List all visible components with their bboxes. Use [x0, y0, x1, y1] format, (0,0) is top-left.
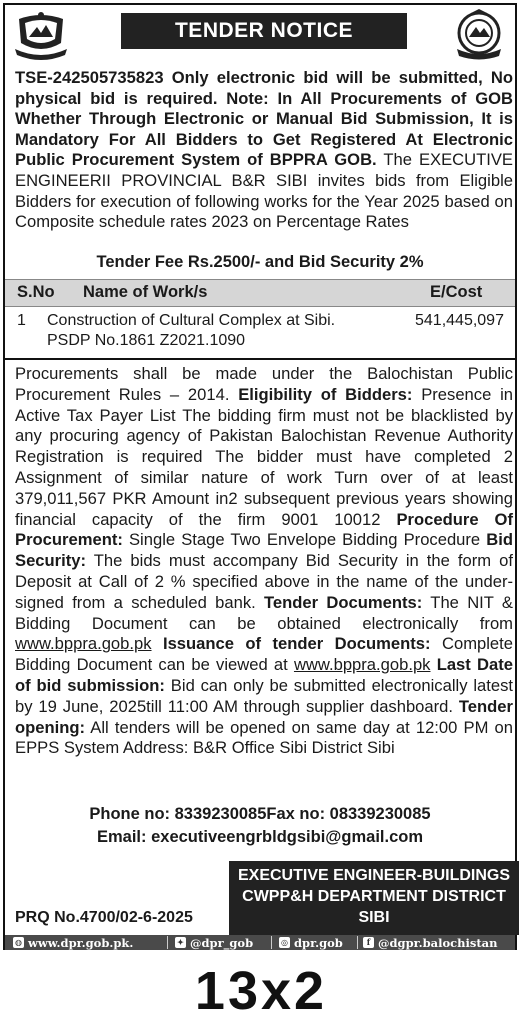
- footer-facebook[interactable]: [363, 935, 498, 950]
- footer-website[interactable]: [13, 935, 133, 950]
- issuance-text: Complete Bidding Document can be viewed at: [15, 634, 513, 675]
- footer-instagram-text: dpr.gob: [294, 935, 343, 950]
- row-work-name-line1: Construction of Cultural Complex at Sibi.: [47, 312, 336, 329]
- procedure-label: Procedure Of Procurement:: [15, 509, 513, 550]
- facebook-icon: f: [363, 937, 374, 948]
- footer-website-text: www.dpr.gob.pk.: [28, 935, 134, 950]
- footer-social-bar: [5, 935, 515, 950]
- procurement-rules-text: Procurements shall be made under the Balochistan Public Procurement Rules – 2014.: [15, 364, 513, 404]
- bppra-link-2[interactable]: www.bppra.gob.pk: [293, 655, 431, 675]
- footer-separator: [357, 936, 358, 949]
- table-header: [5, 279, 515, 307]
- tender-opening-text: All tenders will be opened on same day at 12:00 PM on EPPS System Address: B&R Office Sibi District Sibi: [15, 717, 513, 758]
- footer-twitter[interactable]: [175, 935, 253, 950]
- last-date-label: Last Date of bid submission:: [15, 655, 513, 695]
- signature-line3: SIBI: [358, 909, 390, 926]
- tender-fee-line: Tender Fee Rs.2500/- and Bid Security 2%: [96, 253, 424, 271]
- column-header-sno: S.No: [17, 283, 55, 301]
- row-work-name-line2: PSDP No.1861 Z2021.1090: [47, 332, 246, 349]
- ad-size-label: 13x2: [194, 961, 328, 1021]
- eligibility-text: Presence in Active Tax Payer List The bidding firm must not be blacklisted by any procuring agency of Pakistan Balochistan Revenue Authority Registration is required The bidder must have completed 2 Assignment of similar nature of work Turn over of at least 379,011,567 PKR Amount in2 subsequent previous years showing financial capacity of the firm 9001 10012: [15, 384, 513, 529]
- phone-fax-line: Phone no: 8339230085Fax no: 08339230085: [89, 805, 431, 823]
- header: [5, 5, 515, 63]
- tender-documents-label: Tender Documents:: [264, 592, 423, 612]
- divider: [5, 358, 515, 360]
- intro-paragraph: [15, 68, 513, 233]
- body-paragraph: [15, 364, 513, 759]
- footer-twitter-text: @dpr_gob: [190, 935, 254, 950]
- intro-bold-text: TSE-242505735823 Only electronic bid will be submitted, No physical bid is required. Note: In All Procurements of GOB Whether Through Electronic or Manual Bid Submission, It is Mandatory For All Bidders to Get Registered At Electronic Public Procurement System of BPPRA GOB.: [15, 68, 513, 170]
- row-work-name: [47, 311, 367, 351]
- column-header-name: Name of Work/s: [83, 283, 208, 301]
- tender-notice: [3, 3, 517, 950]
- instagram-icon: ◎: [279, 937, 290, 948]
- bppra-link[interactable]: www.bppra.gob.pk: [15, 634, 152, 654]
- eligibility-label: Eligibility of Bidders:: [238, 384, 413, 404]
- department-seal-icon: [449, 9, 509, 61]
- page-title: TENDER NOTICE: [121, 13, 407, 49]
- email-line: Email: executiveengrbldgsibi@gmail.com: [96, 828, 423, 846]
- footer-separator: [271, 936, 272, 949]
- footer-separator: [167, 936, 168, 949]
- prq-number: PRQ No.4700/02-6-2025: [15, 909, 193, 926]
- bid-security-text: The bids must accompany Bid Security in the form of Deposit at Call of 2 % specified above in the name of the under-signed from a scheduled bank.: [15, 551, 513, 612]
- issuance-label: Issuance of tender Documents:: [151, 634, 431, 654]
- intro-regular-text: The EXECUTIVE ENGINEERII PROVINCIAL B&R SIBI invites bids from Eligible Bidders for execution of following works for the Year 2025 based on Composite schedule rates 2023 on Percentage Rates: [15, 150, 513, 232]
- column-header-cost: E/Cost: [430, 283, 483, 301]
- tender-documents-text: The NIT & Bidding Document can be obtained electronically from: [15, 592, 513, 633]
- signature-block: [229, 861, 519, 935]
- tender-opening-label: Tender opening:: [15, 696, 513, 737]
- globe-icon: ◍: [13, 937, 24, 948]
- bid-security-label: Bid Security:: [15, 530, 513, 571]
- footer-facebook-text: @dgpr.balochistan: [378, 935, 498, 950]
- row-sno: 1: [17, 312, 26, 329]
- footer-instagram[interactable]: [279, 935, 343, 950]
- signature-line1: EXECUTIVE ENGINEER-BUILDINGS: [237, 867, 511, 884]
- balochistan-govt-emblem-icon: [11, 9, 71, 61]
- row-cost: 541,445,097: [415, 312, 504, 329]
- signature-line2: CWPP&H DEPARTMENT DISTRICT: [242, 888, 506, 905]
- table-row: [5, 307, 515, 353]
- last-date-text: Bid can only be submitted electronically latest by 19 June, 2025till 11:00 AM through supplier dashboard.: [15, 675, 513, 716]
- twitter-icon: ✦: [175, 937, 186, 948]
- procedure-text: Single Stage Two Envelope Bidding Procedure: [122, 530, 487, 550]
